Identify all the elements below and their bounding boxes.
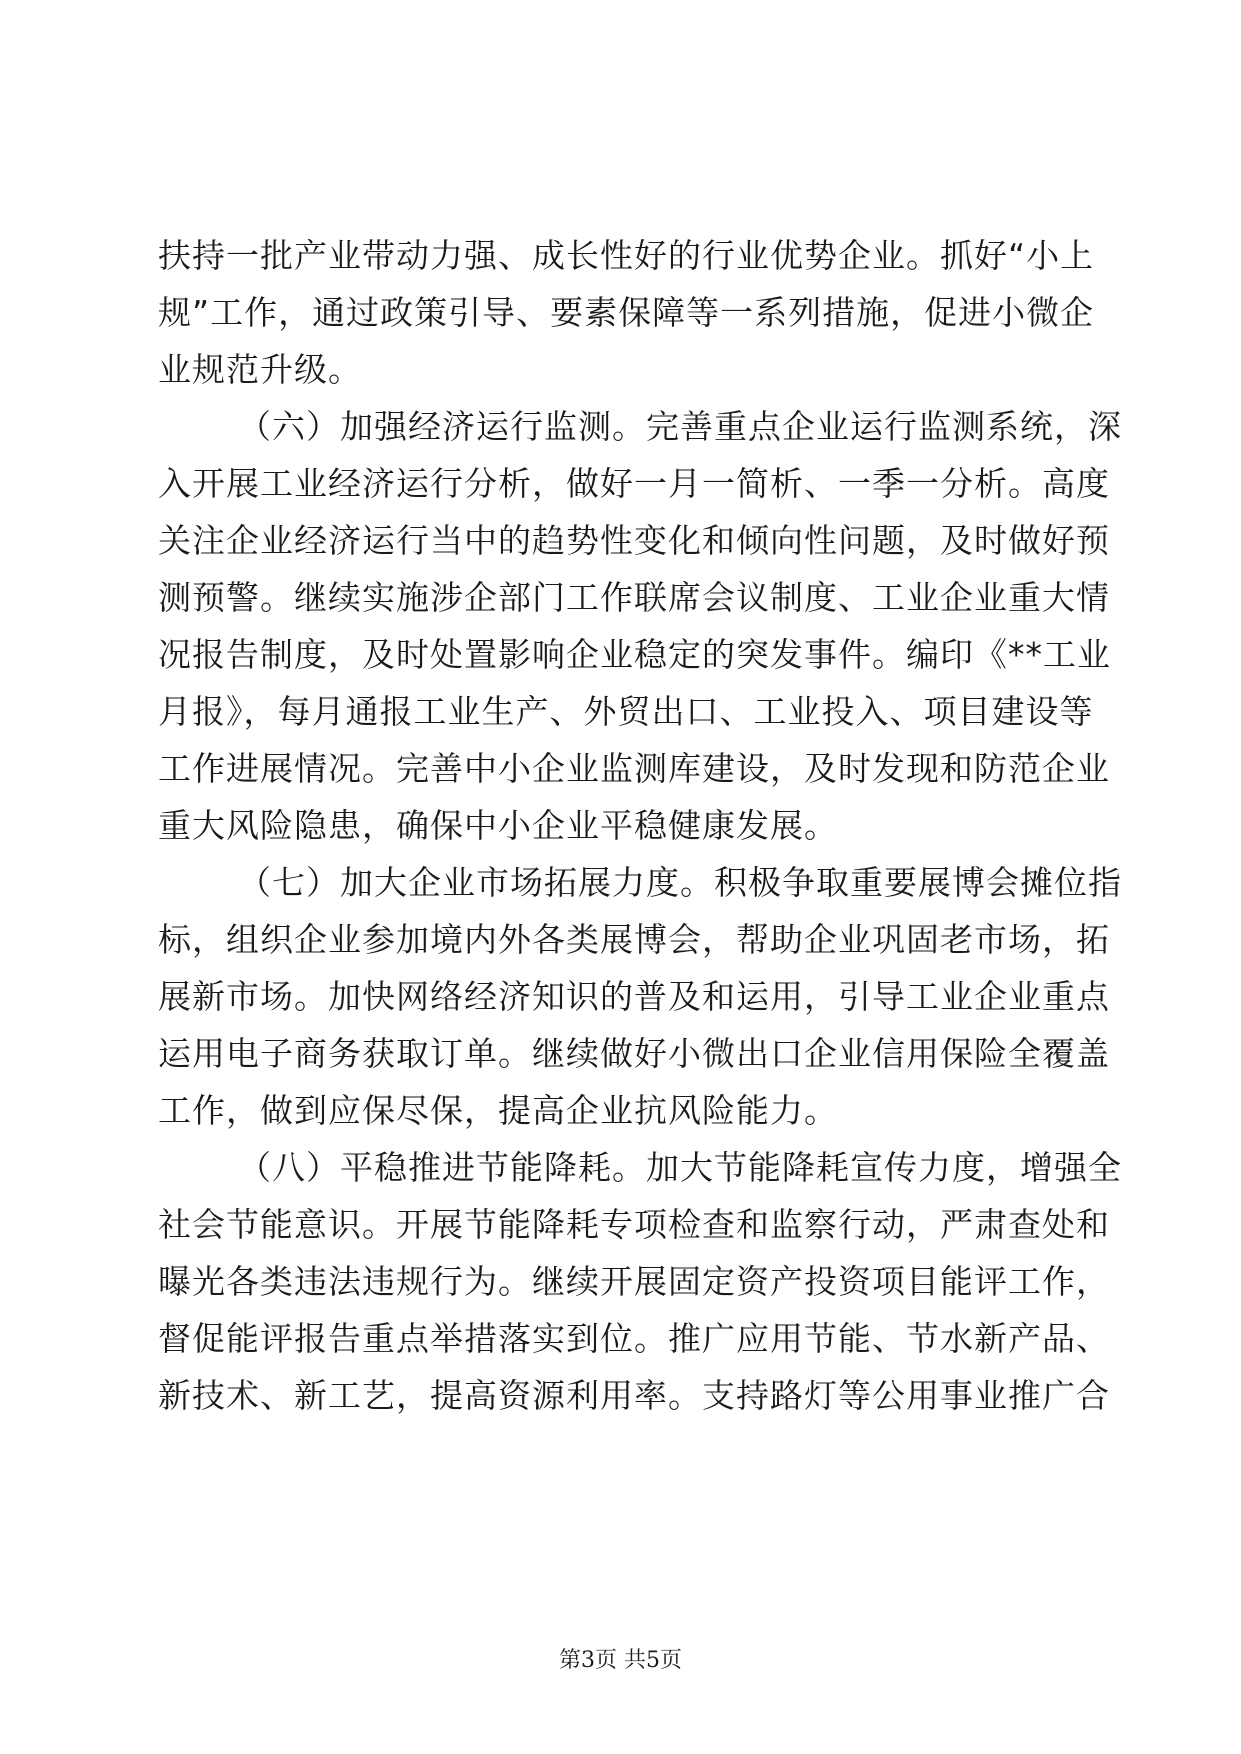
- text-line: 况报告制度，及时处置影响企业稳定的突发事件。编印《**工业: [158, 635, 1111, 674]
- text-line: 工作，做到应保尽保，提高企业抗风险能力。: [158, 1091, 838, 1130]
- text-line: 入开展工业经济运行分析，做好一月一简析、一季一分析。高度: [158, 464, 1110, 503]
- text-line: 曝光各类违法违规行为。继续开展固定资产投资项目能评工作，: [158, 1262, 1110, 1301]
- text-line: 新技术、新工艺，提高资源利用率。支持路灯等公用事业推广合: [158, 1376, 1110, 1415]
- text-line: 运用电子商务获取订单。继续做好小微出口企业信用保险全覆盖: [158, 1034, 1110, 1073]
- section-heading-line: （七）加大企业市场拓展力度。积极争取重要展博会摊位指: [238, 863, 1122, 902]
- text-line: 扶持一批产业带动力强、成长性好的行业优势企业。抓好“小上: [158, 236, 1095, 275]
- text-line: 社会节能意识。开展节能降耗专项检查和监察行动，严肃查处和: [158, 1205, 1110, 1244]
- text-line: 月报》，每月通报工业生产、外贸出口、工业投入、项目建设等: [158, 692, 1094, 731]
- text-line: 标，组织企业参加境内外各类展博会，帮助企业巩固老市场，拓: [158, 920, 1110, 959]
- text-line: 关注企业经济运行当中的趋势性变化和倾向性问题，及时做好预: [158, 521, 1110, 560]
- text-line: 测预警。继续实施涉企部门工作联席会议制度、工业企业重大情: [158, 578, 1110, 617]
- text-line: 工作进展情况。完善中小企业监测库建设，及时发现和防范企业: [158, 749, 1110, 788]
- page-number-footer: 第3页 共5页: [559, 1648, 682, 1673]
- section-heading-line: （六）加强经济运行监测。完善重点企业运行监测系统，深: [238, 407, 1122, 446]
- text-line: 展新市场。加快网络经济知识的普及和运用，引导工业企业重点: [158, 977, 1110, 1016]
- text-line: 督促能评报告重点举措落实到位。推广应用节能、节水新产品、: [158, 1319, 1110, 1358]
- text-line: 规”工作，通过政策引导、要素保障等一系列措施，促进小微企: [158, 293, 1095, 332]
- section-heading-line: （八）平稳推进节能降耗。加大节能降耗宣传力度，增强全: [238, 1148, 1122, 1187]
- text-line: 业规范升级。: [158, 350, 362, 389]
- text-line: 重大风险隐患，确保中小企业平稳健康发展。: [158, 806, 838, 845]
